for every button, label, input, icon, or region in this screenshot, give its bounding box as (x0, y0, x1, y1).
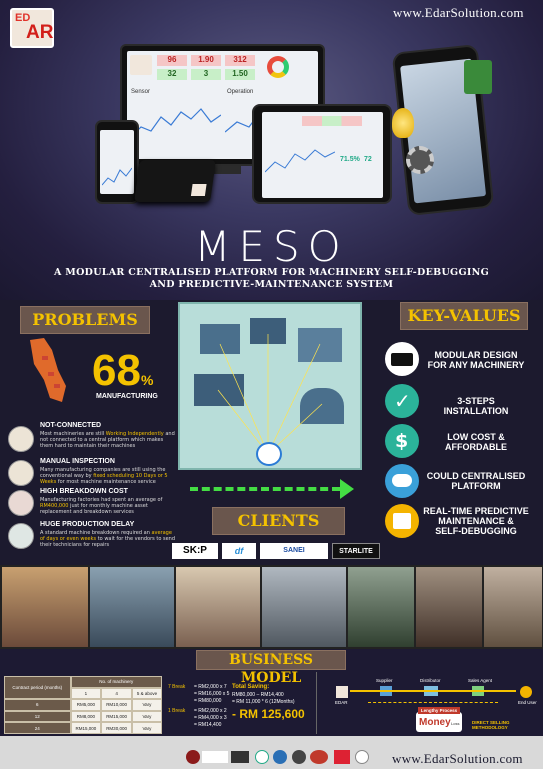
gateway-hardware-box (134, 160, 216, 202)
factory-illustration (178, 302, 362, 470)
chain-node: EDAR (335, 700, 348, 705)
direct-selling-label: DIRECT SELLING METHODOLOGY (472, 720, 510, 730)
partner-logo-icon (273, 750, 287, 764)
partner-logo-icon (334, 750, 350, 764)
partner-logo-icon (355, 750, 369, 764)
chain-arrow (350, 690, 516, 692)
clients-heading: CLIENTS (212, 507, 345, 535)
tablet-device (252, 104, 392, 204)
tablet-screen (262, 112, 383, 198)
client-logo-starlite[interactable]: STARLITE (332, 543, 380, 559)
arrow-head-icon (340, 479, 354, 499)
break-calculation: = RM2,000 x 7 = RM16,000 x 5 = RM80,000 (194, 684, 230, 704)
chain-node: End User (518, 700, 537, 705)
team-photo (2, 567, 88, 647)
phone-screen (100, 130, 134, 194)
edar-small-logo (336, 686, 348, 698)
divider (316, 672, 317, 734)
stat-value: 68 (92, 346, 141, 395)
problem-title: NOT-CONNECTED (40, 422, 102, 429)
tablet-value: 71.5% (340, 156, 360, 163)
table-row: 24 RM15,000 RM30,000 Vary (4, 722, 162, 734)
gear-icon (406, 146, 434, 174)
malaysia-map-icon (22, 336, 88, 406)
stat-unit: % (140, 372, 154, 388)
problem-text: Most machineries are still Working Independently and not connected to a central platform which makes them hard to maintain their machines (40, 431, 175, 450)
key-value-label: LOW COST & AFFORDABLE (445, 432, 507, 452)
dashed-arrow (190, 487, 340, 491)
metric-tile: 1.50 (225, 69, 255, 80)
breakdown-cost-icon (8, 490, 34, 516)
logo-top-text: ED (15, 12, 31, 24)
circuit-board-icon (464, 60, 492, 94)
team-photo (262, 567, 346, 647)
cloud-icon (385, 464, 419, 498)
saving-total: - RM 125,600 (232, 707, 305, 721)
product-tagline (40, 267, 503, 291)
website-url-top[interactable]: www.EdarSolution.com (393, 5, 524, 20)
chain-node: Distributor (420, 678, 441, 683)
pricing-table (4, 676, 162, 734)
client-logo-sanei[interactable]: SANEI (260, 543, 328, 559)
table-subheader: 1 (71, 688, 102, 700)
problem-text: A standard machine breakdown required an average of days or even weeks to wait for the vendors to send their technicians for repairs (40, 530, 175, 549)
break-calculation: = RM2,000 x 2 = RM4,000 x 3 = RM14,400 (194, 708, 227, 728)
metric-tile: 32 (157, 69, 187, 80)
metric-tile: 3 (191, 69, 221, 80)
break-label: 1 Break (168, 708, 186, 714)
table-row: 12 RM8,000 RM15,000 Vary (4, 711, 162, 723)
client-logo-df[interactable]: df (222, 543, 256, 559)
phone-chart (102, 160, 132, 190)
chain-node: Sales Agent (468, 678, 493, 683)
team-photo (416, 567, 482, 647)
stat-label: MANUFACTURING (96, 393, 158, 400)
partner-logo-icon (231, 751, 249, 763)
operation-label: Operation (227, 89, 254, 95)
team-photo (484, 567, 542, 647)
direct-selling-line (368, 702, 498, 703)
problem-title: HUGE PRODUCTION DELAY (40, 521, 135, 528)
maintenance-chart-icon (385, 504, 419, 538)
disconnected-machine-icon (8, 426, 34, 452)
table-header: Contract period (months) (4, 676, 71, 699)
saving-calculation: RM80,000 – RM14,400 = RM 11,000 * 6 (12Months) (232, 692, 295, 705)
tagline-line-1: A MODULAR CENTRALISED PLATFORM FOR MACHINERY SELF-DEBUGGING (53, 267, 490, 278)
dollar-icon: $ (385, 424, 419, 458)
cloud-icon (256, 442, 282, 466)
tablet-metrics (302, 116, 362, 126)
lightbulb-icon (392, 108, 414, 138)
checkmark-icon: ✓ (385, 384, 419, 418)
business-model-heading: BUSINESS MODEL (196, 650, 346, 670)
key-values-heading: KEY-VALUES (400, 302, 528, 330)
chain-node: Supplier (376, 678, 393, 683)
loss-label: Loss (451, 721, 460, 726)
saving-title: Total Saving: (232, 684, 270, 690)
utm-logo-icon (186, 750, 200, 764)
problem-title: MANUAL INSPECTION (40, 458, 115, 465)
table-subheader: 5 & above (132, 688, 162, 700)
key-value-label: REAL-TIME PREDICTIVE MAINTENANCE & SELF-DEBUGGING (423, 506, 529, 536)
partner-logo-icon (292, 750, 306, 764)
phone-device-left (95, 120, 139, 204)
team-photo (90, 567, 174, 647)
problem-list (8, 422, 178, 552)
end-user-icon (520, 686, 532, 698)
key-value-label: 3-STEPS INSTALLATION (443, 396, 509, 416)
problem-title: HIGH BREAKDOWN COST (40, 488, 128, 495)
client-logo-skp[interactable]: SK:P (172, 543, 218, 559)
utm-logo-icon (202, 751, 228, 763)
gateway-logo (191, 184, 207, 196)
donut-chart-icon (267, 56, 289, 78)
dashboard-logo (130, 55, 152, 75)
partner-logo-icon (255, 750, 269, 764)
break-label: 7 Break (168, 684, 186, 690)
team-photo (348, 567, 414, 647)
manufacturing-stat (92, 346, 153, 396)
tagline-line-2: AND PREDICTIVE-MAINTENANCE SYSTEM (149, 279, 394, 290)
table-header: No. of machinery (71, 676, 162, 688)
tablet-value: 72 (364, 156, 372, 163)
clock-icon (8, 523, 34, 549)
sensor-label: Sensor (131, 89, 151, 95)
lengthy-process-label: Lengthy Process (418, 707, 460, 714)
key-value-label: MODULAR DESIGN FOR ANY MACHINERY (427, 350, 525, 370)
money-label: Money (419, 717, 451, 728)
metric-tile: 312 (225, 55, 255, 66)
problem-text: Manufacturing factories had spent an average of RM400,000 just for monthly machine asset replacement and breakdown services (40, 497, 163, 516)
problem-text: Many manufacturing companies are still using the conventional way by fixed scheduling 10 Days or 5 Weeks for most machine maintenance service (40, 467, 168, 486)
module-box-icon (385, 342, 419, 376)
table-subheader: 4 (101, 688, 132, 700)
key-value-label: COULD CENTRALISED PLATFORM (426, 471, 526, 491)
tablet-chart (265, 142, 335, 182)
edar-logo[interactable] (10, 8, 54, 48)
manual-inspection-icon (8, 460, 34, 486)
problems-heading: PROBLEMS (20, 306, 150, 334)
money-loss-badge (416, 708, 462, 732)
product-name: MESO (194, 222, 349, 271)
logo-bottom-text: AR (26, 22, 54, 43)
sensor-line-chart (131, 97, 221, 147)
metric-tile: 1.90 (191, 55, 221, 66)
team-photo (176, 567, 260, 647)
metric-tile: 96 (157, 55, 187, 66)
partner-logo-icon (310, 750, 328, 764)
website-url-bottom[interactable]: www.EdarSolution.com (392, 751, 523, 766)
table-row: 6 RM5,000 RM10,000 Vary (4, 699, 162, 711)
